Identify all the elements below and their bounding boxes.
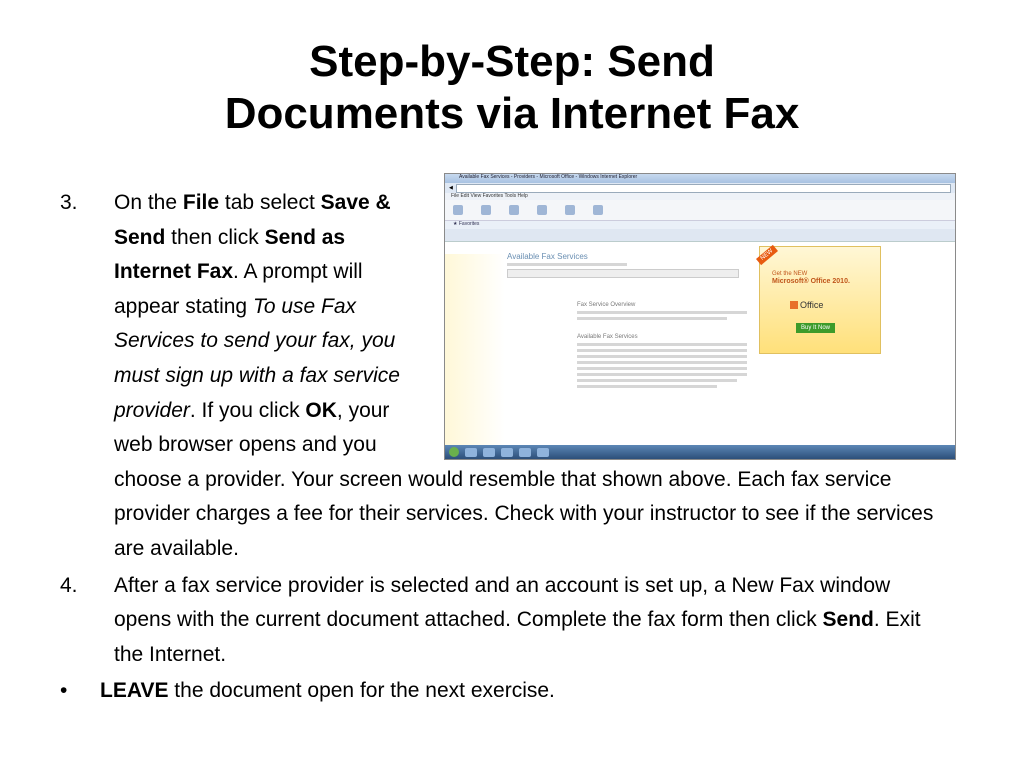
office-logo: Office — [790, 301, 823, 309]
step-3 — [60, 186, 940, 567]
menu-bar: File Edit View Favorites Tools Help — [445, 193, 955, 200]
favorites-label: Favorites — [458, 221, 480, 227]
step-4-number: 4. — [60, 573, 78, 597]
prompt-quote: To use Fax Services to send your fax, you must sign up with a fax service provider — [114, 294, 400, 422]
section-overview: Fax Service Overview — [577, 302, 636, 308]
ok-label: OK — [305, 398, 337, 422]
step-4-text: . Exit the Internet. — [114, 608, 921, 666]
title-line-1: Step-by-Step: Send — [309, 37, 715, 86]
leave-label: LEAVE — [100, 679, 169, 703]
step-3-text: On the — [114, 191, 183, 214]
screenshot-spacer — [424, 174, 940, 448]
ad-line-2: Microsoft® Office 2010. — [772, 278, 850, 285]
step-4 — [60, 569, 940, 673]
slide-body — [60, 186, 940, 709]
star-icon: ★ — [453, 221, 458, 227]
page-heading: Available Fax Services — [507, 252, 588, 261]
back-icon: ◀ — [449, 185, 453, 191]
step-3-text: then click — [165, 225, 265, 249]
leave-text: the document open for the next exercise. — [168, 679, 555, 703]
step-3-text: . A prompt will appear stating — [114, 260, 363, 318]
send-label: Send — [822, 608, 874, 632]
step-3-number: 3. — [60, 191, 78, 214]
leave-note — [60, 674, 940, 709]
bullet-symbol: • — [60, 679, 68, 703]
ad-line-1: Get the NEW — [772, 271, 808, 277]
send-internet-fax-label: Send as Internet Fax — [114, 225, 346, 284]
file-tab-label: File — [182, 191, 220, 214]
step-3-text: , your web browser opens and you choose a provider. Your screen would resemble that shown above. Each fax service provider charges a fee for their services. Check with your instructor to see if the services are available. — [114, 398, 934, 560]
window-title: Available Fax Services - Providers - Microsoft Office - Windows Internet Explorer — [445, 174, 955, 183]
title-line-2: Documents via Internet Fax — [224, 89, 800, 138]
buy-now-button: Buy It Now — [796, 323, 835, 333]
new-badge: NEW — [756, 245, 778, 265]
step-4-text: After a fax service provider is selected and an account is set up, a New Fax window opens with the current document attached. Complete the fax form then click — [114, 573, 891, 632]
slide-title — [0, 36, 1024, 140]
save-send-label: Save & Send — [114, 191, 391, 249]
step-3-text: tab select — [219, 191, 321, 214]
step-3-text: . If you click — [189, 398, 306, 422]
section-available: Available Fax Services — [577, 334, 638, 340]
